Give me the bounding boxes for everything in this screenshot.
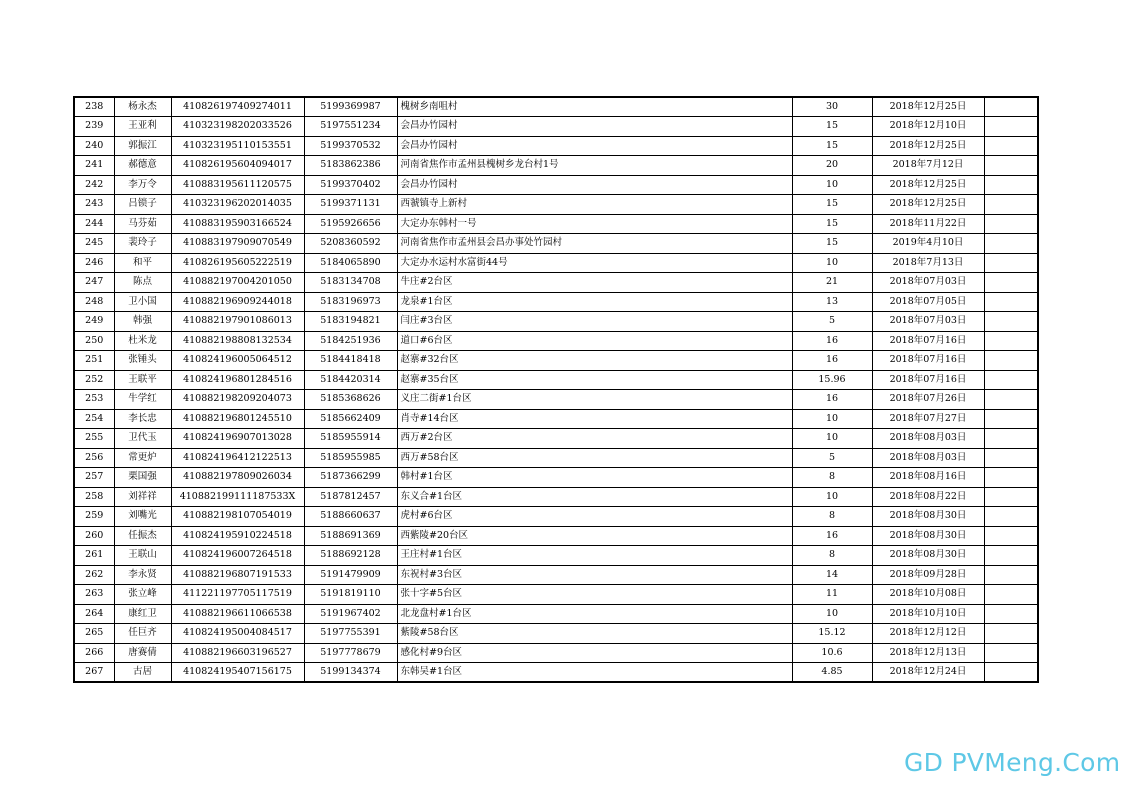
person-name: 郝德意 — [114, 156, 171, 176]
id-number: 410826195604094017 — [171, 156, 304, 176]
account-number: 5199134374 — [304, 663, 397, 683]
id-number: 410824195910224518 — [171, 526, 304, 546]
id-number: 410824196907013028 — [171, 429, 304, 449]
account-number: 5199371131 — [304, 195, 397, 215]
id-number: 410882198808132534 — [171, 331, 304, 351]
person-name: 任振杰 — [114, 526, 171, 546]
address: 道口#6台区 — [397, 331, 792, 351]
blank-cell — [984, 448, 1038, 468]
blank-cell — [984, 175, 1038, 195]
id-number: 410824196007264518 — [171, 546, 304, 566]
capacity: 10 — [792, 429, 872, 449]
row-number: 239 — [74, 117, 114, 137]
blank-cell — [984, 526, 1038, 546]
table-row — [74, 448, 1038, 468]
blank-cell — [984, 487, 1038, 507]
address: 牛庄#2台区 — [397, 273, 792, 293]
account-number: 5208360592 — [304, 234, 397, 254]
row-number: 252 — [74, 370, 114, 390]
address: 张十字#5台区 — [397, 585, 792, 605]
capacity: 10.6 — [792, 643, 872, 663]
id-number: 410882197004201050 — [171, 273, 304, 293]
capacity: 15 — [792, 234, 872, 254]
connection-date: 2018年7月12日 — [872, 156, 984, 176]
person-name: 卫代玉 — [114, 429, 171, 449]
row-number: 244 — [74, 214, 114, 234]
capacity: 10 — [792, 604, 872, 624]
table-row — [74, 156, 1038, 176]
connection-date: 2018年09月28日 — [872, 565, 984, 585]
account-number: 5183134708 — [304, 273, 397, 293]
table-row — [74, 390, 1038, 410]
person-name: 郭振江 — [114, 136, 171, 156]
capacity: 5 — [792, 448, 872, 468]
address: 北龙盘村#1台区 — [397, 604, 792, 624]
blank-cell — [984, 663, 1038, 683]
person-name: 张锤头 — [114, 351, 171, 371]
connection-date: 2018年08月30日 — [872, 526, 984, 546]
data-table — [73, 96, 1039, 683]
row-number: 257 — [74, 468, 114, 488]
table-row — [74, 507, 1038, 527]
account-number: 5185368626 — [304, 390, 397, 410]
person-name: 刘祥祥 — [114, 487, 171, 507]
address: 河南省焦作市孟州县会昌办事处竹园村 — [397, 234, 792, 254]
address: 赵寨#35台区 — [397, 370, 792, 390]
id-number: 410882197901086013 — [171, 312, 304, 332]
capacity: 11 — [792, 585, 872, 605]
blank-cell — [984, 292, 1038, 312]
address: 西万#58台区 — [397, 448, 792, 468]
table-row — [74, 253, 1038, 273]
row-number: 246 — [74, 253, 114, 273]
capacity: 13 — [792, 292, 872, 312]
connection-date: 2018年08月03日 — [872, 429, 984, 449]
id-number: 410824195004084517 — [171, 624, 304, 644]
account-number: 5188691369 — [304, 526, 397, 546]
blank-cell — [984, 429, 1038, 449]
account-number: 5183862386 — [304, 156, 397, 176]
connection-date: 2018年08月16日 — [872, 468, 984, 488]
account-number: 5188660637 — [304, 507, 397, 527]
id-number: 410882198107054019 — [171, 507, 304, 527]
person-name: 韩强 — [114, 312, 171, 332]
connection-date: 2018年12月25日 — [872, 97, 984, 117]
connection-date: 2018年12月12日 — [872, 624, 984, 644]
address: 西万#2台区 — [397, 429, 792, 449]
connection-date: 2018年10月08日 — [872, 585, 984, 605]
table-row — [74, 234, 1038, 254]
row-number: 260 — [74, 526, 114, 546]
row-number: 256 — [74, 448, 114, 468]
connection-date: 2018年07月16日 — [872, 351, 984, 371]
blank-cell — [984, 507, 1038, 527]
table-row — [74, 312, 1038, 332]
table-row — [74, 214, 1038, 234]
connection-date: 2018年07月16日 — [872, 370, 984, 390]
capacity: 15 — [792, 195, 872, 215]
blank-cell — [984, 136, 1038, 156]
person-name: 王联平 — [114, 370, 171, 390]
row-number: 238 — [74, 97, 114, 117]
account-number: 5185662409 — [304, 409, 397, 429]
address: 王庄村#1台区 — [397, 546, 792, 566]
address: 韩村#1台区 — [397, 468, 792, 488]
account-number: 5197551234 — [304, 117, 397, 137]
address: 会昌办竹园村 — [397, 175, 792, 195]
person-name: 马芬茹 — [114, 214, 171, 234]
capacity: 15.96 — [792, 370, 872, 390]
table-row — [74, 136, 1038, 156]
account-number: 5184418418 — [304, 351, 397, 371]
row-number: 253 — [74, 390, 114, 410]
row-number: 265 — [74, 624, 114, 644]
account-number: 5187366299 — [304, 468, 397, 488]
blank-cell — [984, 234, 1038, 254]
account-number: 5183196973 — [304, 292, 397, 312]
blank-cell — [984, 273, 1038, 293]
account-number: 5188692128 — [304, 546, 397, 566]
table-row — [74, 546, 1038, 566]
address: 东祝村#3台区 — [397, 565, 792, 585]
table-row — [74, 351, 1038, 371]
row-number: 258 — [74, 487, 114, 507]
id-number: 410824196005064512 — [171, 351, 304, 371]
blank-cell — [984, 331, 1038, 351]
id-number: 410882198209204073 — [171, 390, 304, 410]
account-number: 5199370532 — [304, 136, 397, 156]
person-name: 李万令 — [114, 175, 171, 195]
table-row — [74, 195, 1038, 215]
capacity: 16 — [792, 390, 872, 410]
blank-cell — [984, 351, 1038, 371]
person-name: 李长忠 — [114, 409, 171, 429]
blank-cell — [984, 390, 1038, 410]
person-name: 康红卫 — [114, 604, 171, 624]
person-name: 王联山 — [114, 546, 171, 566]
id-number: 410882196801245510 — [171, 409, 304, 429]
connection-date: 2018年12月13日 — [872, 643, 984, 663]
row-number: 263 — [74, 585, 114, 605]
capacity: 16 — [792, 351, 872, 371]
account-number: 5185955985 — [304, 448, 397, 468]
id-number: 410824195407156175 — [171, 663, 304, 683]
id-number: 410882196603196527 — [171, 643, 304, 663]
address: 闫庄#3台区 — [397, 312, 792, 332]
blank-cell — [984, 370, 1038, 390]
capacity: 8 — [792, 507, 872, 527]
row-number: 259 — [74, 507, 114, 527]
table-row — [74, 565, 1038, 585]
table-row — [74, 604, 1038, 624]
table-row — [74, 429, 1038, 449]
person-name: 牛学红 — [114, 390, 171, 410]
account-number: 5191819110 — [304, 585, 397, 605]
blank-cell — [984, 156, 1038, 176]
id-number: 410882196807191533 — [171, 565, 304, 585]
account-number: 5184251936 — [304, 331, 397, 351]
capacity: 10 — [792, 487, 872, 507]
blank-cell — [984, 253, 1038, 273]
person-name: 吕锁子 — [114, 195, 171, 215]
id-number: 410883197909070549 — [171, 234, 304, 254]
id-number: 410882197809026034 — [171, 468, 304, 488]
row-number: 250 — [74, 331, 114, 351]
row-number: 249 — [74, 312, 114, 332]
row-number: 266 — [74, 643, 114, 663]
blank-cell — [984, 624, 1038, 644]
person-name: 任巨齐 — [114, 624, 171, 644]
capacity: 15.12 — [792, 624, 872, 644]
blank-cell — [984, 195, 1038, 215]
row-number: 267 — [74, 663, 114, 683]
table-row — [74, 624, 1038, 644]
address: 赵寨#32台区 — [397, 351, 792, 371]
id-number: 411221197705117519 — [171, 585, 304, 605]
table-row — [74, 487, 1038, 507]
connection-date: 2018年07月05日 — [872, 292, 984, 312]
connection-date: 2018年11月22日 — [872, 214, 984, 234]
blank-cell — [984, 312, 1038, 332]
blank-cell — [984, 117, 1038, 137]
id-number: 410882196909244018 — [171, 292, 304, 312]
row-number: 247 — [74, 273, 114, 293]
connection-date: 2018年12月24日 — [872, 663, 984, 683]
capacity: 15 — [792, 117, 872, 137]
table-row — [74, 117, 1038, 137]
person-name: 张立峰 — [114, 585, 171, 605]
person-name: 裴玲子 — [114, 234, 171, 254]
connection-date: 2018年07月27日 — [872, 409, 984, 429]
person-name: 和平 — [114, 253, 171, 273]
address: 义庄二街#1台区 — [397, 390, 792, 410]
id-number: 410824196801284516 — [171, 370, 304, 390]
address: 会昌办竹园村 — [397, 117, 792, 137]
row-number: 242 — [74, 175, 114, 195]
account-number: 5184065890 — [304, 253, 397, 273]
row-number: 264 — [74, 604, 114, 624]
person-name: 杜米龙 — [114, 331, 171, 351]
capacity: 30 — [792, 97, 872, 117]
capacity: 20 — [792, 156, 872, 176]
account-number: 5195926656 — [304, 214, 397, 234]
capacity: 8 — [792, 468, 872, 488]
id-number: 410323196202014035 — [171, 195, 304, 215]
account-number: 5191967402 — [304, 604, 397, 624]
table-row — [74, 292, 1038, 312]
row-number: 261 — [74, 546, 114, 566]
person-name: 常更炉 — [114, 448, 171, 468]
row-number: 254 — [74, 409, 114, 429]
address: 西虢镇寺上新村 — [397, 195, 792, 215]
id-number: 410882196611066538 — [171, 604, 304, 624]
account-number: 5199369987 — [304, 97, 397, 117]
row-number: 243 — [74, 195, 114, 215]
account-number: 5197755391 — [304, 624, 397, 644]
connection-date: 2018年12月25日 — [872, 175, 984, 195]
person-name: 刘嘴光 — [114, 507, 171, 527]
table-row — [74, 409, 1038, 429]
connection-date: 2018年08月30日 — [872, 546, 984, 566]
blank-cell — [984, 214, 1038, 234]
person-name: 陈点 — [114, 273, 171, 293]
person-name: 王亚利 — [114, 117, 171, 137]
id-number: 410323198202033526 — [171, 117, 304, 137]
blank-cell — [984, 97, 1038, 117]
blank-cell — [984, 585, 1038, 605]
id-number: 410824196412122513 — [171, 448, 304, 468]
connection-date: 2018年07月03日 — [872, 312, 984, 332]
address: 西紫陵#20台区 — [397, 526, 792, 546]
account-number: 5197778679 — [304, 643, 397, 663]
connection-date: 2018年08月03日 — [872, 448, 984, 468]
table-row — [74, 663, 1038, 683]
blank-cell — [984, 468, 1038, 488]
person-name: 卫小国 — [114, 292, 171, 312]
capacity: 16 — [792, 526, 872, 546]
person-name: 古居 — [114, 663, 171, 683]
capacity: 15 — [792, 214, 872, 234]
capacity: 4.85 — [792, 663, 872, 683]
capacity: 10 — [792, 409, 872, 429]
table-row — [74, 97, 1038, 117]
account-number: 5191479909 — [304, 565, 397, 585]
table-body — [74, 97, 1038, 682]
connection-date: 2019年4月10日 — [872, 234, 984, 254]
connection-date: 2018年08月30日 — [872, 507, 984, 527]
account-number: 5187812457 — [304, 487, 397, 507]
connection-date: 2018年10月10日 — [872, 604, 984, 624]
row-number: 255 — [74, 429, 114, 449]
address: 大定办水运村水富街44号 — [397, 253, 792, 273]
address: 肖寺#14台区 — [397, 409, 792, 429]
watermark: GD PVMeng.Com — [904, 748, 1121, 777]
capacity: 14 — [792, 565, 872, 585]
address: 会昌办竹园村 — [397, 136, 792, 156]
connection-date: 2018年7月13日 — [872, 253, 984, 273]
capacity: 10 — [792, 253, 872, 273]
person-name: 栗国强 — [114, 468, 171, 488]
address: 龙泉#1台区 — [397, 292, 792, 312]
address: 感化村#9台区 — [397, 643, 792, 663]
person-name: 李永贤 — [114, 565, 171, 585]
address: 大定办东韩村一号 — [397, 214, 792, 234]
account-number: 5183194821 — [304, 312, 397, 332]
table-row — [74, 331, 1038, 351]
row-number: 241 — [74, 156, 114, 176]
connection-date: 2018年12月25日 — [872, 195, 984, 215]
address: 河南省焦作市孟州县槐树乡龙台村1号 — [397, 156, 792, 176]
capacity: 10 — [792, 175, 872, 195]
account-number: 5185955914 — [304, 429, 397, 449]
table-row — [74, 370, 1038, 390]
person-name: 杨永杰 — [114, 97, 171, 117]
address: 槐树乡南咀村 — [397, 97, 792, 117]
account-number: 5199370402 — [304, 175, 397, 195]
capacity: 15 — [792, 136, 872, 156]
person-name: 唐赛倩 — [114, 643, 171, 663]
table-row — [74, 175, 1038, 195]
address: 紫陵#58台区 — [397, 624, 792, 644]
id-number: 410826195605222519 — [171, 253, 304, 273]
connection-date: 2018年07月03日 — [872, 273, 984, 293]
table-row — [74, 273, 1038, 293]
capacity: 16 — [792, 331, 872, 351]
table-row — [74, 585, 1038, 605]
address: 虎村#6台区 — [397, 507, 792, 527]
address: 东义合#1台区 — [397, 487, 792, 507]
row-number: 248 — [74, 292, 114, 312]
capacity: 21 — [792, 273, 872, 293]
row-number: 245 — [74, 234, 114, 254]
table-row — [74, 468, 1038, 488]
id-number: 410826197409274011 — [171, 97, 304, 117]
connection-date: 2018年12月25日 — [872, 136, 984, 156]
table-row — [74, 643, 1038, 663]
blank-cell — [984, 409, 1038, 429]
blank-cell — [984, 643, 1038, 663]
capacity: 5 — [792, 312, 872, 332]
connection-date: 2018年07月16日 — [872, 331, 984, 351]
id-number: 410323195110153551 — [171, 136, 304, 156]
id-number: 410883195903166524 — [171, 214, 304, 234]
account-number: 5184420314 — [304, 370, 397, 390]
connection-date: 2018年12月10日 — [872, 117, 984, 137]
table-row — [74, 526, 1038, 546]
blank-cell — [984, 565, 1038, 585]
row-number: 262 — [74, 565, 114, 585]
address: 东韩吴#1台区 — [397, 663, 792, 683]
row-number: 251 — [74, 351, 114, 371]
row-number: 240 — [74, 136, 114, 156]
capacity: 8 — [792, 546, 872, 566]
id-number: 410883195611120575 — [171, 175, 304, 195]
connection-date: 2018年08月22日 — [872, 487, 984, 507]
id-number: 410882199111187533X — [171, 487, 304, 507]
connection-date: 2018年07月26日 — [872, 390, 984, 410]
blank-cell — [984, 604, 1038, 624]
blank-cell — [984, 546, 1038, 566]
